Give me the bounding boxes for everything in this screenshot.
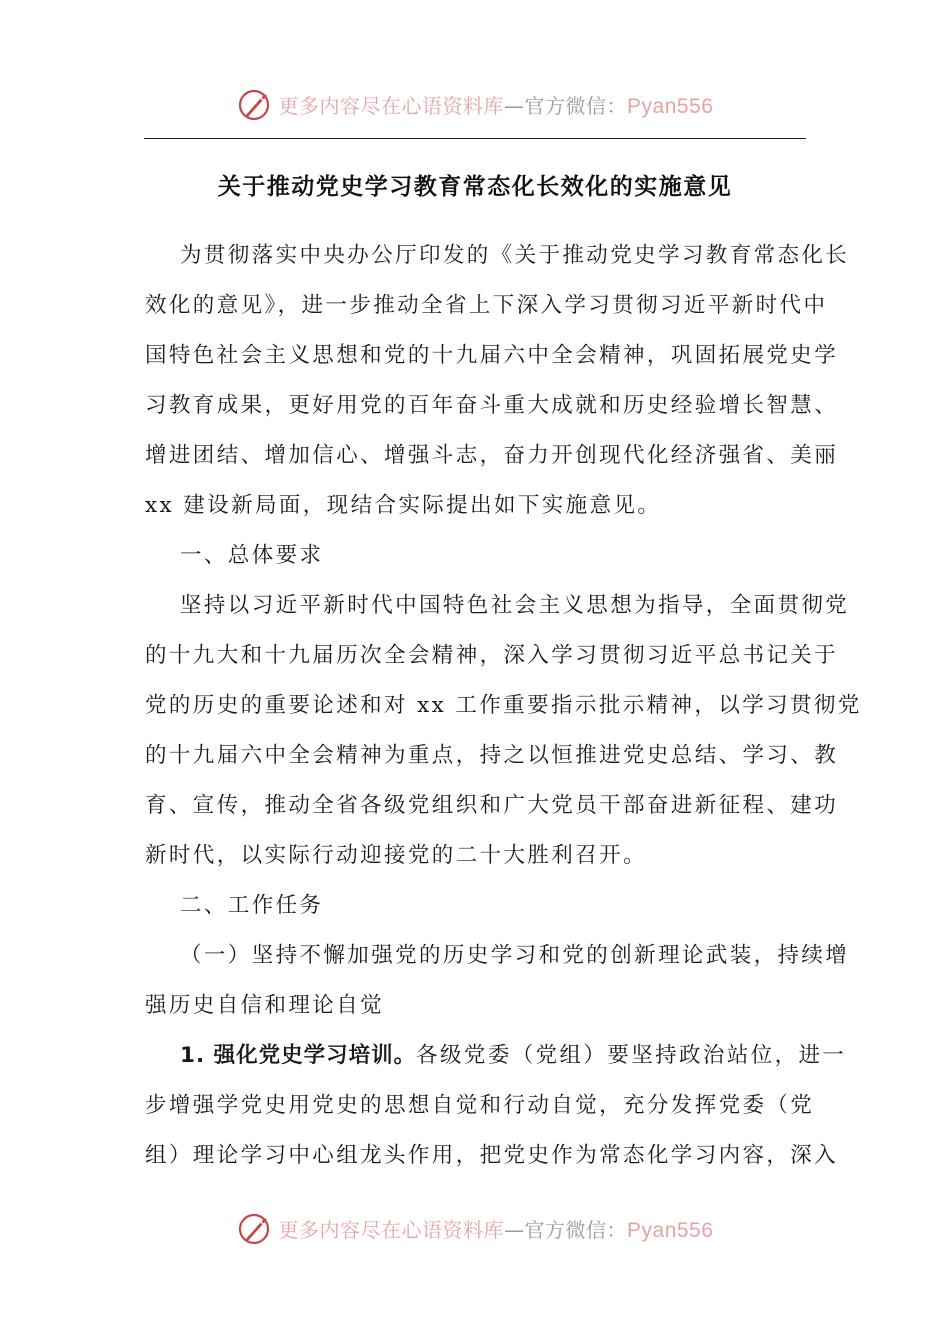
paragraph-line: 强历史自信和理论自觉: [145, 993, 385, 1018]
paragraph-line: xx 建设新局面，现结合实际提出如下实施意见。: [145, 493, 662, 518]
paragraph-line: 组）理论学习中心组龙头作用，把党史作为常态化学习内容，深入: [145, 1143, 839, 1168]
section-heading: 二、工作任务: [180, 893, 324, 918]
paragraph-line: 育、宣传，推动全省各级党组织和广大党员干部奋进新征程、建功: [145, 793, 839, 818]
paragraph-line: 国特色社会主义思想和党的十九届六中全会精神，巩固拓展党史学: [145, 343, 839, 368]
paragraph-line: 效化的意见》，进一步推动全省上下深入学习贯彻习近平新时代中: [145, 293, 828, 318]
watermark-banner-bottom: [0, 1208, 950, 1248]
paragraph-line: [145, 1031, 847, 1081]
item-text: 各级党委（党组）要坚持政治站位，进一: [416, 1043, 847, 1068]
subsection-heading: （一）坚持不懈加强党的历史学习和党的创新理论武装，持续增: [180, 943, 850, 968]
document-body: [145, 231, 862, 1181]
paragraph-line: 习教育成果，更好用党的百年奋斗重大成就和历史经验增长智慧、: [145, 393, 839, 418]
item-heading: 1. 强化党史学习培训。: [180, 1043, 417, 1068]
paragraph-line: 坚持以习近平新时代中国特色社会主义思想为指导，全面贯彻党: [180, 593, 850, 618]
paragraph-line: 的十九届六中全会精神为重点，持之以恒推进党史总结、学习、教: [145, 743, 839, 768]
paragraph-line: 步增强学党史用党史的思想自觉和行动自觉，充分发挥党委（党: [145, 1093, 815, 1118]
document-title: 关于推动党史学习教育常态化长效化的实施意见: [217, 174, 733, 200]
paragraph-line: 为贯彻落实中央办公厅印发的《关于推动党史学习教育常态化长: [180, 243, 850, 268]
watermark-text: 更多内容尽在心语资料库—官方微信：Pyan556: [278, 1217, 714, 1242]
paragraph-line: 的十九大和十九届历次全会精神，深入学习贯彻习近平总书记关于: [145, 643, 839, 668]
paragraph-line: 新时代，以实际行动迎接党的二十大胜利召开。: [145, 843, 647, 868]
watermark-text: 更多内容尽在心语资料库—官方微信：Pyan556: [278, 93, 714, 118]
pen-logo-icon: [237, 1210, 273, 1246]
pen-logo-icon: [237, 86, 273, 122]
section-heading: 一、总体要求: [180, 543, 324, 568]
paragraph-line: 党的历史的重要论述和对 xx 工作重要指示批示精神，以学习贯彻党: [145, 693, 862, 718]
watermark-banner-top: [0, 84, 950, 124]
header-divider: [144, 138, 806, 139]
paragraph-line: 增进团结、增加信心、增强斗志，奋力开创现代化经济强省、美丽: [145, 443, 839, 468]
